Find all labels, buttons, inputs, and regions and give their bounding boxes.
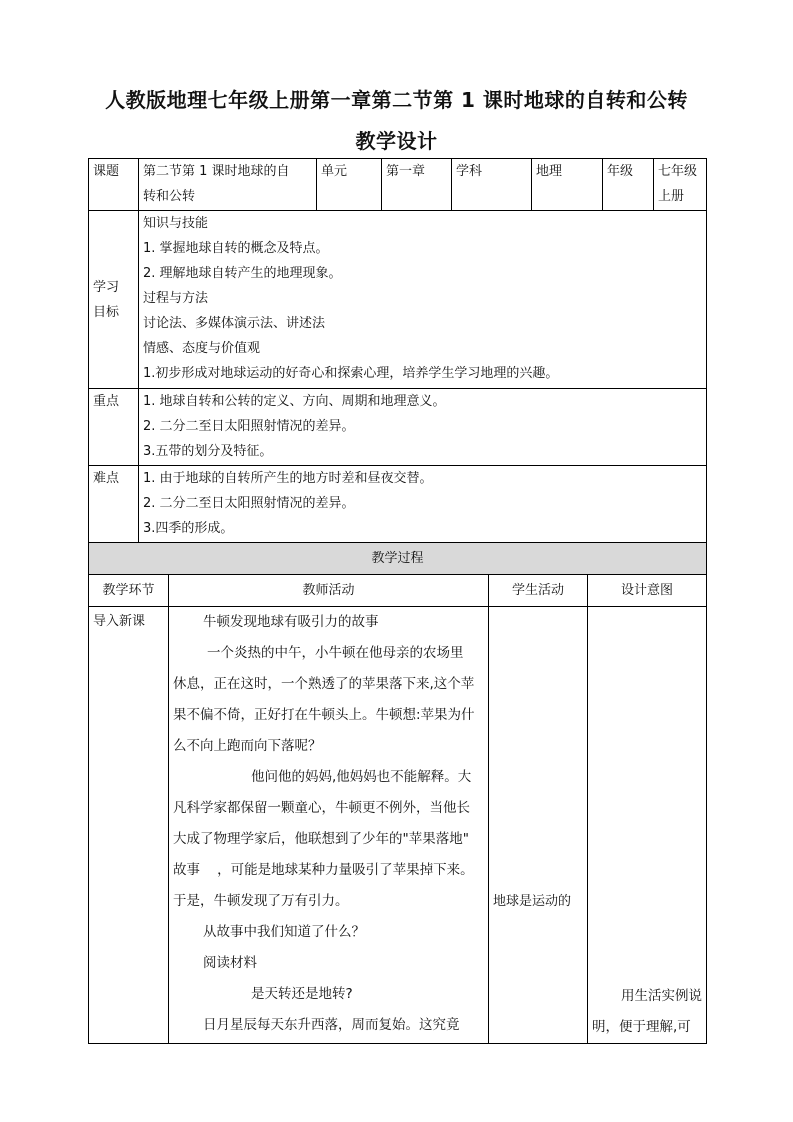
- teacher-line: 故事 ，可能是地球某种力量吸引了苹果掉下来。: [173, 862, 474, 878]
- key-points-content: [139, 389, 707, 466]
- key-point-line: 1. 地球自转和公转的定义、方向、周期和地理意义。: [143, 394, 446, 409]
- objective-line: 2. 理解地球自转产生的地理现象。: [143, 266, 342, 281]
- design-line: 明，便于理解,可: [592, 1019, 691, 1035]
- difficult-points-label: 难点: [89, 466, 139, 543]
- student-activity-text: 地球是运动的: [493, 894, 572, 909]
- document-title: 人教版地理七年级上册第一章第二节第 1 课时地球的自转和公转: [105, 88, 688, 112]
- difficult-point-line: 3.四季的形成。: [143, 521, 234, 536]
- subject-value: 地理: [532, 159, 603, 211]
- key-points-label: 重点: [89, 389, 139, 466]
- objective-line: 1. 掌握地球自转的概念及特点。: [143, 241, 329, 256]
- grade-value: 七年级 上册: [654, 159, 707, 211]
- objective-line: 过程与方法: [143, 291, 209, 306]
- grade-label: 年级: [603, 159, 654, 211]
- stage-cell: 导入新课: [89, 607, 169, 1044]
- student-activity-cell: [489, 607, 588, 1044]
- topic-label: 课题: [89, 159, 139, 211]
- teacher-line: 牛顿发现地球有吸引力的故事: [203, 614, 379, 630]
- objective-line: 讨论法、多媒体演示法、讲述法: [143, 316, 326, 331]
- design-intent-cell: [588, 607, 707, 1044]
- design-line: 用生活实例说: [621, 988, 703, 1004]
- difficult-point-line: 2. 二分二至日太阳照射情况的差异。: [143, 496, 355, 511]
- unit-label: 单元: [317, 159, 382, 211]
- teacher-activity-cell: [169, 607, 489, 1044]
- teacher-line: 阅读材料: [203, 955, 257, 971]
- teacher-line: 是天转还是地转?: [251, 986, 353, 1002]
- difficult-points-content: [139, 466, 707, 543]
- objectives-content: [139, 211, 707, 389]
- difficult-point-line: 1. 由于地球的自转所产生的地方时差和昼夜交替。: [143, 471, 433, 486]
- teacher-line: 他问他的妈妈,他妈妈也不能解释。大: [251, 769, 472, 785]
- key-point-line: 2. 二分二至日太阳照射情况的差异。: [143, 419, 355, 434]
- objective-line: 知识与技能: [143, 216, 209, 231]
- column-header-teacher: 教师活动: [169, 575, 489, 607]
- objectives-label: 学习 目标: [89, 211, 139, 389]
- document-subtitle: 教学设计: [355, 129, 438, 153]
- teacher-line: 于是，牛顿发现了万有引力。: [173, 893, 349, 909]
- teaching-process-table: [88, 542, 707, 1044]
- teacher-line: 凡科学家都保留一颗童心，牛顿更不例外，当他长: [173, 800, 470, 816]
- teacher-line: 一个炎热的中午，小牛顿在他母亲的农场里: [207, 645, 464, 661]
- column-header-stage: 教学环节: [89, 575, 169, 607]
- teacher-line: 果不偏不倚，正好打在牛顿头上。牛顿想:苹果为什: [173, 707, 475, 723]
- teacher-line: 日月星辰每天东升西落，周而复始。这究竟: [203, 1017, 460, 1033]
- unit-value: 第一章: [382, 159, 452, 211]
- teacher-line: 大成了物理学家后，他联想到了少年的"苹果落地": [173, 831, 469, 847]
- teacher-line: 从故事中我们知道了什么？: [203, 924, 365, 940]
- teacher-line: 么不向上跑而向下落呢？: [173, 738, 322, 754]
- process-header: 教学过程: [89, 543, 707, 575]
- subject-label: 学科: [452, 159, 532, 211]
- key-point-line: 3.五带的划分及特征。: [143, 444, 273, 459]
- topic-value: 第二节第 1 课时地球的自 转和公转: [139, 159, 317, 211]
- objective-line: 1.初步形成对地球运动的好奇心和探索心理，培养学生学习地理的兴趣。: [143, 366, 559, 381]
- column-header-student: 学生活动: [489, 575, 588, 607]
- objective-line: 情感、态度与价值观: [143, 341, 261, 356]
- column-header-design: 设计意图: [588, 575, 707, 607]
- teacher-line: 休息，正在这时，一个熟透了的苹果落下来,这个苹: [173, 676, 475, 692]
- lesson-info-table: [88, 158, 707, 543]
